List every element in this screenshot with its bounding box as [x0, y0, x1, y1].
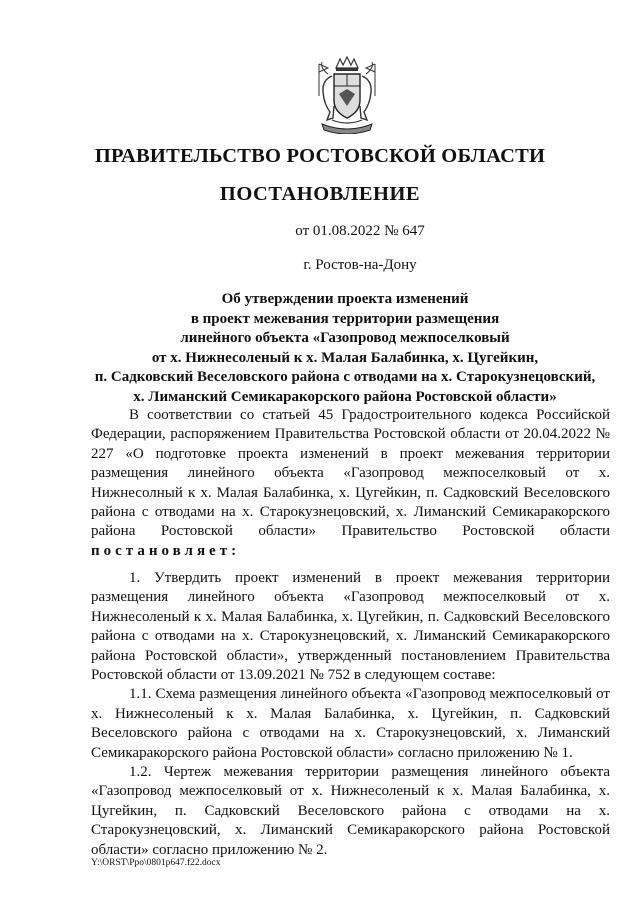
preamble-paragraph — [91, 406, 610, 561]
title-line: линейного объекта «Газопровод межпоселковый — [180, 330, 510, 346]
item-1-2: 1.2. Чертеж межевания территории размещения линейного объекта «Газопровод межпоселковый от х. Нижнесоленый к х. Малая Балабинка, х. Цугейкин, п. Садковский Веселовского района с отводами на х. Старокузнецовский, х. Лиманский Семикаракорского района Ростовской области» согласно приложению № 2. — [91, 764, 610, 858]
title-line: х. Лиманский Семикаракорского района Ростовской области» — [133, 388, 557, 405]
document-type: ПОСТАНОВЛЕНИЕ — [219, 183, 421, 205]
title-line: от х. Нижнесоленый к х. Малая Балабинка, х. Цугейкин, — [151, 349, 539, 366]
decree-word: постановляет: — [91, 542, 241, 559]
document-city: г. Ростов-на-Дону — [303, 257, 417, 273]
title-line: п. Садковский Веселовского района с отводами на х. Старокузнецовский, — [94, 369, 596, 385]
title-line: Об утверждении проекта изменений — [221, 291, 469, 307]
item-1: 1. Утвердить проект изменений в проект межевания территории размещения линейного объекта «Газопровод межпоселковый от х. Нижнесоленый к х. Малая Балабинка, х. Цугейкин, п. Садковский Веселовского района с отводами на х. Старокузнецовский, х. Лиманский Семикаракорского района Ростовской области», утвержденный постановлением Правительства Ростовской области от 13.09.2021 № 752 в следующем составе: — [91, 570, 610, 684]
resolution-items — [91, 569, 610, 860]
document-title — [75, 290, 615, 407]
item-1-1: 1.1. Схема размещения линейного объекта «Газопровод межпоселковый от х. Нижнесоленый к х. Малая Балабинка, х. Цугейкин, п. Садковский Веселовского района с отводами на х. Старокузнецовский, х. Лиманский Семикаракорского района Ростовской области» согласно приложению № 1. — [91, 686, 610, 761]
file-path-footer: Y:\ORST\Ppo\0801p647.f22.docx — [91, 858, 221, 868]
title-line: в проект межевания территории размещения — [190, 310, 500, 327]
preamble-text: В соответствии со статьей 45 Градостроительного кодекса Российской Федерации, распоряжением Правительства Ростовской области от 20.04.2022 № 227 «О подготовке проекта изменений в проект межевания территории размещения линейного объекта «Газопровод межпоселковый от х. Нижнесолный к х. Малая Балабинка, х. Цугейкин, п. Садковский Веселовского района с отводами на х. Старокузнецовский, х. Лиманский Семикаракорского района Ростовской области» Правительство Ростовской области — [91, 407, 610, 540]
coat-of-arms-icon — [314, 56, 380, 134]
organization-title: ПРАВИТЕЛЬСТВО РОСТОВСКОЙ ОБЛАСТИ — [94, 145, 546, 167]
document-date-number: от 01.08.2022 № 647 — [295, 223, 425, 239]
